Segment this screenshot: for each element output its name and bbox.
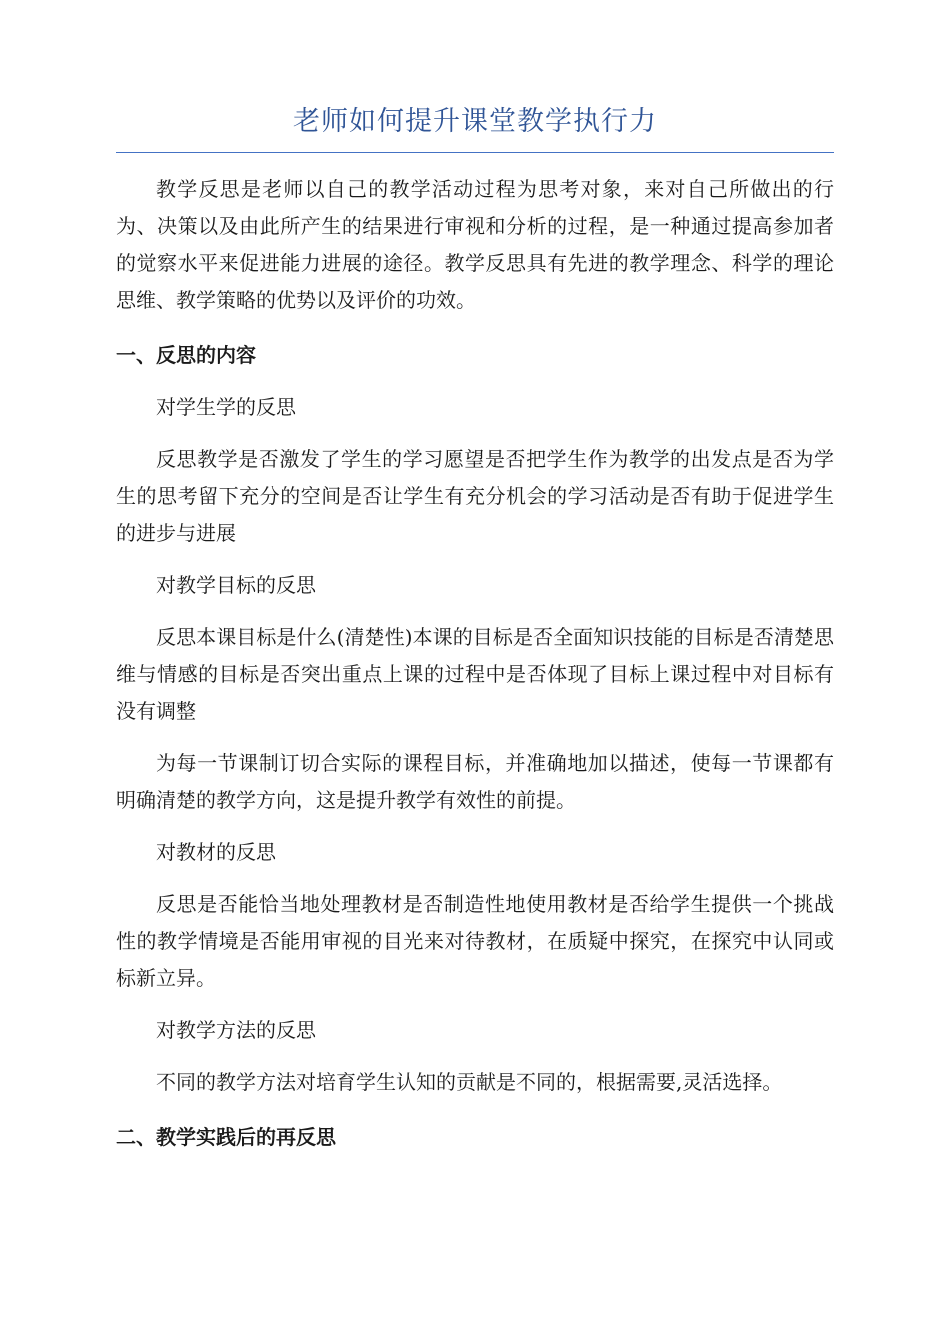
subheading-textbook: 对教材的反思 bbox=[156, 840, 276, 864]
document-title: 老师如何提升课堂教学执行力 bbox=[116, 100, 834, 153]
subheading-student-learning: 对学生学的反思 bbox=[156, 395, 296, 419]
paragraph-student-learning: 反思教学是否激发了学生的学习愿望是否把学生作为教学的出发点是否为学生的思考留下充分的空间是否让学生有充分机会的学习活动是否有助于促进学生的进步与进展 bbox=[116, 447, 834, 545]
paragraph-teaching-methods: 不同的教学方法对培育学生认知的贡献是不同的，根据需要,灵活选择。 bbox=[156, 1070, 783, 1094]
section-heading-practice-reflection: 二、教学实践后的再反思 bbox=[116, 1125, 336, 1149]
paragraph-teaching-goals: 反思本课目标是什么(清楚性)本课的目标是否全面知识技能的目标是否清楚思维与情感的目标是否突出重点上课的过程中是否体现了目标上课过程中对目标有没有调整 bbox=[116, 625, 834, 723]
subheading-teaching-goals: 对教学目标的反思 bbox=[156, 573, 316, 597]
intro-paragraph: 教学反思是老师以自己的教学活动过程为思考对象，来对自己所做出的行为、决策以及由此所产生的结果进行审视和分析的过程，是一种通过提高参加者的觉察水平来促进能力进展的途径。教学反思具有先进的教学理念、科学的理论思维、教学策略的优势以及评价的功效。 bbox=[116, 177, 834, 312]
paragraph-course-objectives: 为每一节课制订切合实际的课程目标，并准确地加以描述，使每一节课都有明确清楚的教学方向，这是提升教学有效性的前提。 bbox=[116, 751, 834, 812]
document-page bbox=[116, 100, 834, 1156]
section-heading-content: 一、反思的内容 bbox=[116, 343, 256, 367]
subheading-teaching-methods: 对教学方法的反思 bbox=[156, 1018, 316, 1042]
paragraph-textbook: 反思是否能恰当地处理教材是否制造性地使用教材是否给学生提供一个挑战性的教学情境是否能用审视的目光来对待教材，在质疑中探究，在探究中认同或标新立异。 bbox=[116, 892, 834, 990]
